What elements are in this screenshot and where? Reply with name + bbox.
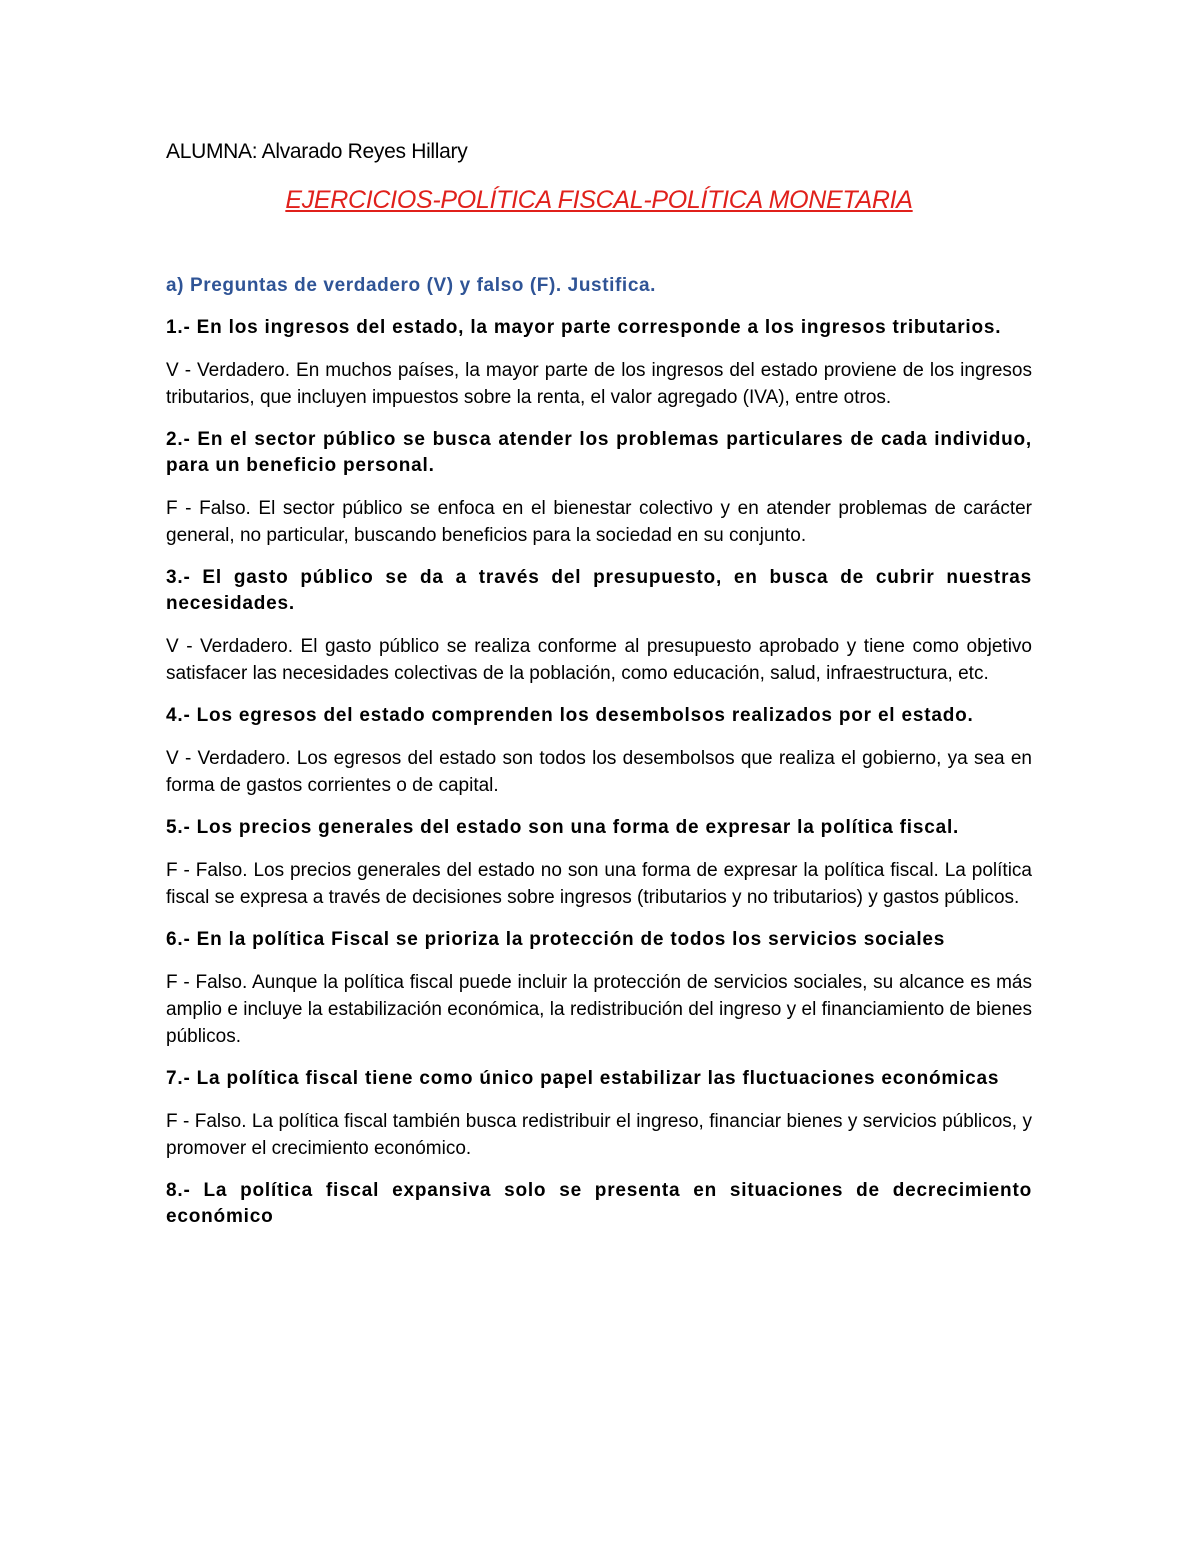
answer-text: F - Falso. El sector público se enfoca en el bienestar colectivo y en atender problemas de carácter general, no particular, buscando beneficios para la sociedad en su conjunto.	[166, 498, 1032, 546]
question-item-6	[166, 927, 1032, 1050]
answer-text: V - Verdadero. En muchos países, la mayor parte de los ingresos del estado proviene de los ingresos tributarios, que incluyen impuestos sobre la renta, el valor agregado (IVA), entre otros.	[166, 360, 1032, 408]
question-text: 6.- En la política Fiscal se prioriza la protección de todos los servicios sociales	[166, 929, 946, 950]
question-item-5	[166, 815, 1032, 911]
question-text: 3.- El gasto público se da a través del presupuesto, en busca de cubrir nuestras necesidades.	[166, 567, 1032, 614]
question-text: 7.- La política fiscal tiene como único papel estabilizar las fluctuaciones económicas	[166, 1068, 1000, 1089]
question-text: 2.- En el sector público se busca atender los problemas particulares de cada individuo, para un beneficio personal.	[166, 429, 1032, 476]
document-body	[166, 140, 1032, 1246]
answer-text: V - Verdadero. El gasto público se realiza conforme al presupuesto aprobado y tiene como objetivo satisfacer las necesidades colectivas de la población, como educación, salud, infraestructura, etc.	[166, 636, 1032, 684]
question-text: 5.- Los precios generales del estado son una forma de expresar la política fiscal.	[166, 817, 960, 838]
question-item-1	[166, 315, 1032, 411]
question-item-2	[166, 427, 1032, 549]
question-item-7	[166, 1066, 1032, 1162]
question-text: 8.- La política fiscal expansiva solo se presenta en situaciones de decrecimiento económico	[166, 1180, 1032, 1227]
section-heading: a) Preguntas de verdadero (V) y falso (F). Justifica.	[166, 275, 657, 296]
answer-text: V - Verdadero. Los egresos del estado son todos los desembolsos que realiza el gobierno, ya sea en forma de gastos corrientes o de capital.	[166, 748, 1032, 796]
question-item-3	[166, 565, 1032, 687]
question-text: 1.- En los ingresos del estado, la mayor parte corresponde a los ingresos tributarios.	[166, 317, 1002, 338]
question-item-8	[166, 1178, 1032, 1230]
student-name: ALUMNA: Alvarado Reyes Hillary	[166, 140, 468, 163]
question-item-4	[166, 703, 1032, 799]
answer-text: F - Falso. Los precios generales del estado no son una forma de expresar la política fiscal. La política fiscal se expresa a través de decisiones sobre ingresos (tributarios y no tributarios) y gastos públicos.	[166, 860, 1032, 908]
question-text: 4.- Los egresos del estado comprenden los desembolsos realizados por el estado.	[166, 705, 974, 726]
answer-text: F - Falso. La política fiscal también busca redistribuir el ingreso, financiar bienes y servicios públicos, y promover el crecimiento económico.	[166, 1111, 1032, 1159]
document-title: EJERCICIOS-POLÍTICA FISCAL-POLÍTICA MONETARIA	[285, 186, 913, 214]
answer-text: F - Falso. Aunque la política fiscal puede incluir la protección de servicios sociales, su alcance es más amplio e incluye la estabilización económica, la redistribución del ingreso y el financiamiento de bienes públicos.	[166, 972, 1032, 1047]
